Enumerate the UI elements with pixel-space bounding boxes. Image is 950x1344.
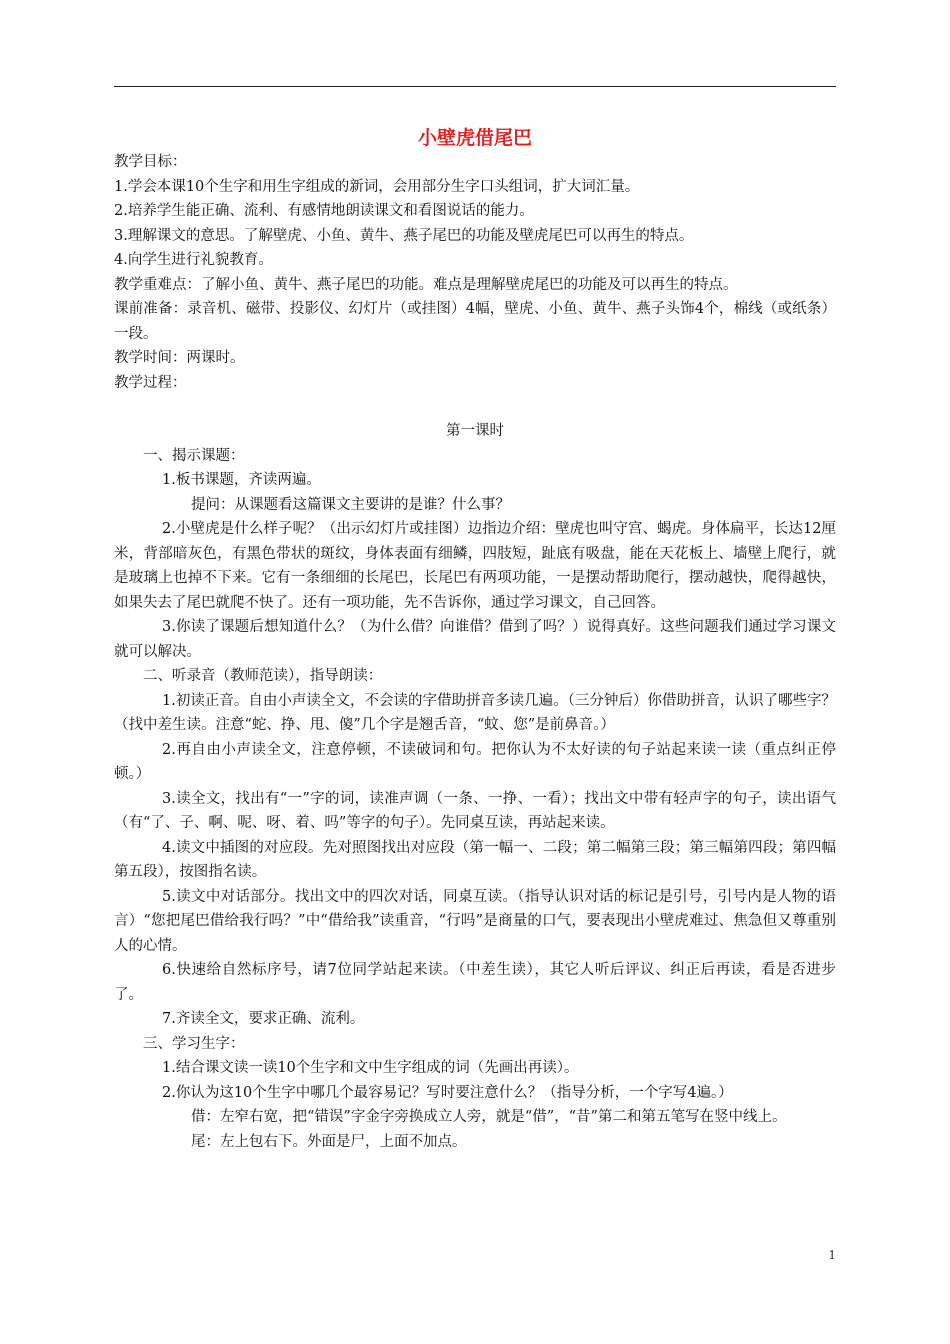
paragraph: 1.结合课文读一读10个生字和文中生字组成的词（先画出再读）。	[162, 1060, 579, 1076]
page-number: 1	[828, 1248, 836, 1262]
paragraph: 3.读全文，找出有“一”字的词，读准声调（一条、一挣、一看）；找出文中带有轻声字的句子，读出语气（有“了、子、啊、呢、呀、着、吗”等字的句子）。先同桌互读，再站起来读。	[114, 790, 836, 831]
paragraph: 二、听录音（教师范读），指导朗读：	[143, 668, 383, 684]
paragraph: 2.培养学生能正确、流利、有感情地朗读课文和看图说话的能力。	[114, 203, 534, 219]
paragraph: 3.理解课文的意思。了解壁虎、小鱼、黄牛、燕子尾巴的功能及壁虎尾巴可以再生的特点。	[114, 227, 694, 244]
document-title: 小壁虎借尾巴	[417, 127, 532, 149]
document-body	[114, 150, 836, 1154]
paragraph: 教学过程：	[114, 374, 187, 391]
paragraph: 4.读文中插图的对应段。先对照图找出对应段（第一幅一、二段；第二幅第三段；第三幅第四段；第四幅第五段），按图指名读。	[114, 839, 836, 880]
spacer	[114, 395, 836, 419]
section-heading: 第一课时	[446, 423, 504, 439]
paragraph: 教学时间：两课时。	[114, 350, 245, 366]
paragraph: 一、揭示课题：	[143, 447, 245, 464]
paragraph: 教学目标：	[114, 154, 187, 170]
paragraph: 教学重难点：了解小鱼、黄牛、燕子尾巴的功能。难点是理解壁虎尾巴的功能及可以再生的特点。	[114, 276, 738, 293]
paragraph: 借：左窄右宽，把“错误”字金字旁换成立人旁，就是“借”，“昔”第二和第五笔写在竖中线上。	[191, 1109, 787, 1125]
paragraph: 3.你读了课题后想知道什么？（为什么借？向谁借？借到了吗？）说得真好。这些问题我们通过学习课文就可以解决。	[114, 619, 836, 660]
paragraph: 2.再自由小声读全文，注意停顿，不读破词和句。把你认为不太好读的句子站起来读一读（重点纠正停顿。）	[114, 741, 836, 782]
paragraph: 2.小壁虎是什么样子呢？（出示幻灯片或挂图）边指边介绍：壁虎也叫守宫、蝎虎。身体扁平，长达12厘米，背部暗灰色，有黑色带状的斑纹，身体表面有细鳞，四肢短，趾底有吸盘，能在天花板上、墙壁上爬行，就是玻璃上也掉不下来。它有一条细细的长尾巴，长尾巴有两项功能，一是摆动帮助爬行，摆动越快，爬得越快，如果失去了尾巴就爬不快了。还有一项功能，先不告诉你，通过学习课文，自己回答。	[114, 521, 836, 611]
paragraph: 7.齐读全文，要求正确、流利。	[162, 1011, 365, 1027]
paragraph: 1.学会本课10个生字和用生字组成的新词，会用部分生字口头组词，扩大词汇量。	[114, 178, 640, 195]
paragraph: 尾：左上包右下。外面是尸，上面不加点。	[191, 1133, 467, 1150]
paragraph: 4.向学生进行礼貌教育。	[114, 252, 273, 268]
paragraph: 6.快速给自然标序号，请7位同学站起来读。（中差生读），其它人听后评议、纠正后再读，看是否进步了。	[114, 962, 836, 1003]
paragraph: 1.板书课题，齐读两遍。	[162, 472, 321, 488]
paragraph: 5.读文中对话部分。找出文中的四次对话，同桌互读。（指导认识对话的标记是引号，引号内是人物的语言）“您把尾巴借给我行吗？”中“借给我”读重音，“行吗”是商量的口气，要表现出小壁虎难过、焦急但又尊重别人的心情。	[114, 888, 836, 954]
paragraph: 2.你认为这10个生字中哪几个最容易记？写时要注意什么？（指导分析，一个字写4遍。）	[162, 1084, 733, 1101]
paragraph: 课前准备：录音机、磁带、投影仪、幻灯片（或挂图）4幅，壁虎、小鱼、黄牛、燕子头饰4个，棉线（或纸条）一段。	[114, 301, 836, 342]
paragraph: 三、学习生字：	[143, 1035, 245, 1052]
header-rule	[114, 86, 836, 87]
paragraph: 1.初读正音。自由小声读全文，不会读的字借助拼音多读几遍。（三分钟后）你借助拼音，认识了哪些字？（找中差生读。注意“蛇、挣、甩、傻”几个字是翘舌音，“蚊、您”是前鼻音。）	[114, 692, 836, 733]
paragraph: 提问：从课题看这篇课文主要讲的是谁？什么事？	[191, 496, 510, 513]
